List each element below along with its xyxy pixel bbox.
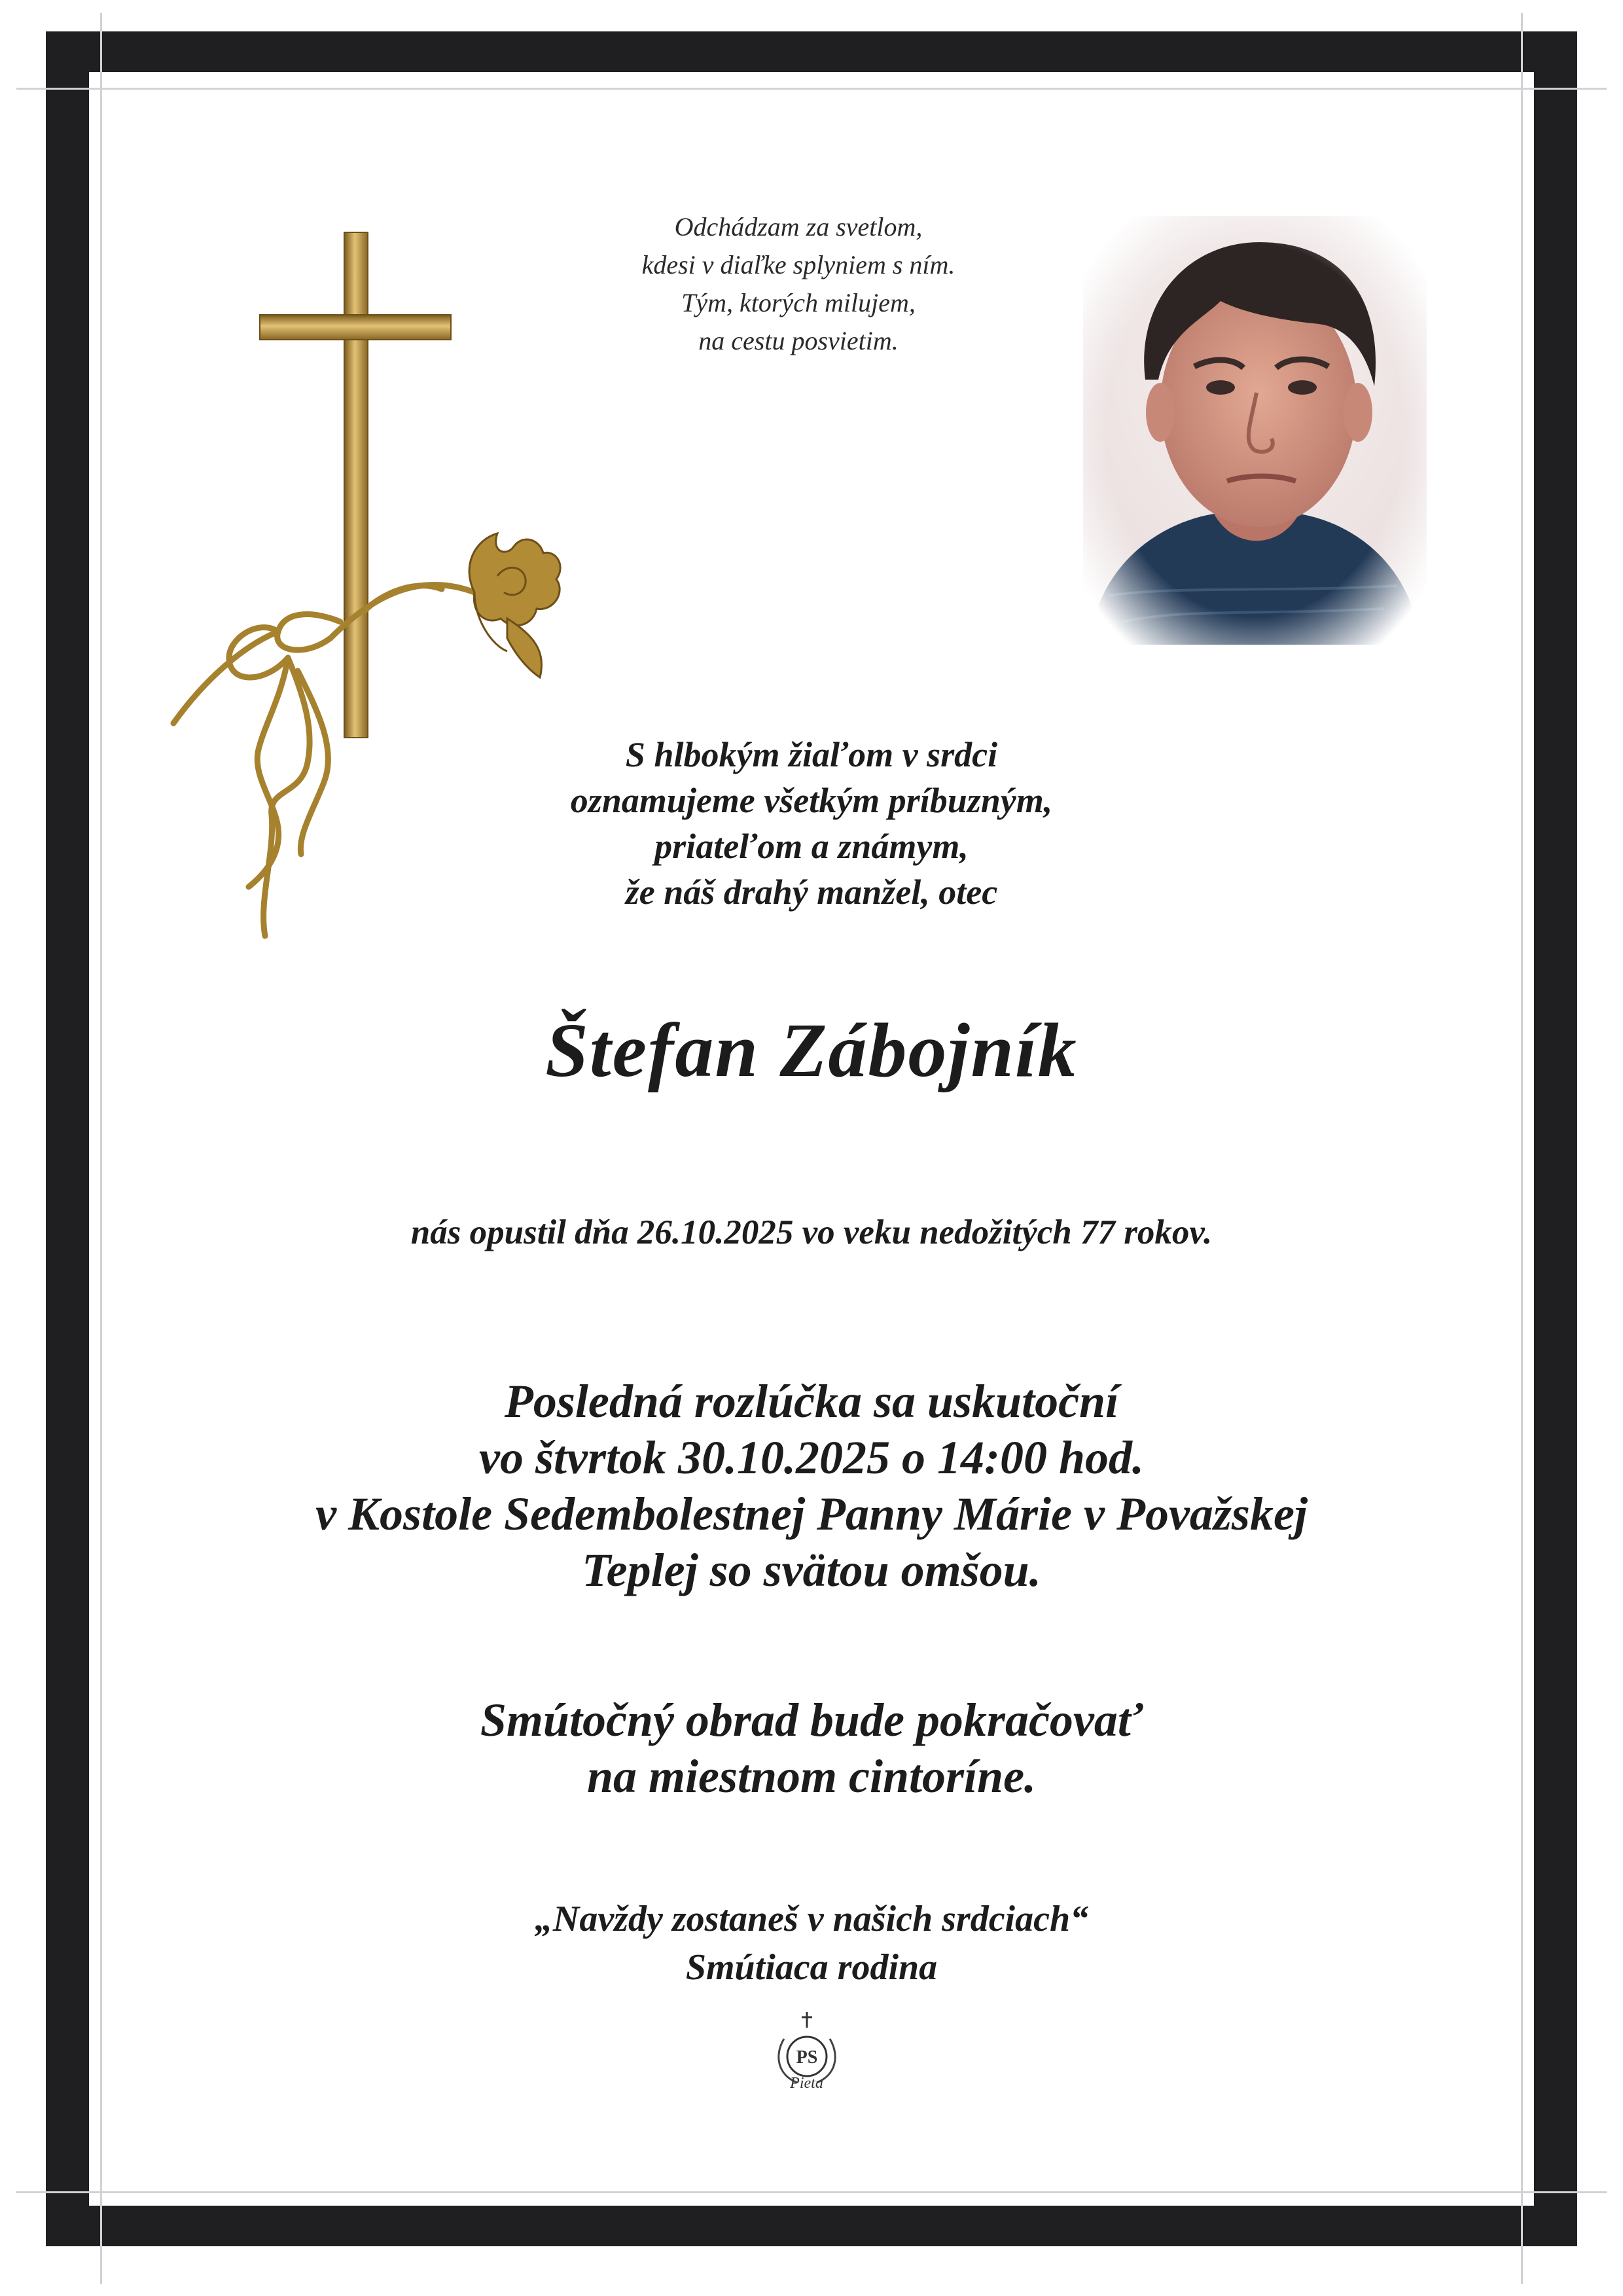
burial-line: Smútočný obrad bude pokračovať — [480, 1694, 1143, 1746]
deceased-name-text: Štefan Zábojník — [545, 1007, 1078, 1093]
frame-bottom-line — [16, 2191, 1607, 2193]
portrait-photo — [1083, 216, 1427, 645]
logo-monogram: PS — [796, 2047, 818, 2068]
death-notice-text: nás opustil dňa 26.10.2025 vo veku nedožitých 77 rokov. — [410, 1213, 1213, 1251]
announcement-line: oznamujeme všetkým príbuzným, — [570, 781, 1053, 820]
death-notice — [0, 1210, 1623, 1255]
announcement — [0, 732, 1623, 915]
farewell-line: Posledná rozlúčka sa uskutoční — [504, 1375, 1119, 1427]
frame-bottom-bar — [46, 2206, 1577, 2246]
announcement-line: priateľom a známym, — [654, 827, 969, 866]
closing-quote: „Navždy zostaneš v našich srdciach“ — [534, 1899, 1089, 1939]
poem-line: na cestu posvietim. — [698, 326, 899, 355]
closing — [0, 1895, 1623, 1992]
rose-icon — [469, 533, 560, 677]
burial-line: na miestnom cintoríne. — [586, 1750, 1037, 1803]
poem — [569, 208, 1027, 360]
poem-line: Odchádzam za svetlom, — [674, 212, 923, 242]
logo-text: Pieta — [790, 2075, 823, 2092]
farewell-info — [0, 1373, 1623, 1598]
poem-line: Tým, ktorých milujem, — [681, 288, 916, 317]
closing-signature: Smútiaca rodina — [685, 1947, 938, 1988]
farewell-line: v Kostole Sedembolestnej Panny Márie v Považskej — [315, 1488, 1308, 1540]
farewell-line: Teplej so svätou omšou. — [582, 1544, 1041, 1596]
frame-top-bar — [46, 31, 1577, 72]
frame-top-line — [16, 88, 1607, 90]
deceased-name — [0, 1005, 1623, 1096]
poem-line: kdesi v diaľke splyniem s ním. — [641, 250, 955, 279]
farewell-line: vo štvrtok 30.10.2025 o 14:00 hod. — [479, 1431, 1144, 1484]
announcement-line: S hlbokým žiaľom v srdci — [625, 735, 998, 774]
burial-info — [0, 1692, 1623, 1804]
announcement-line: že náš drahý manžel, otec — [625, 872, 998, 912]
pieta-logo-icon — [771, 2009, 843, 2108]
